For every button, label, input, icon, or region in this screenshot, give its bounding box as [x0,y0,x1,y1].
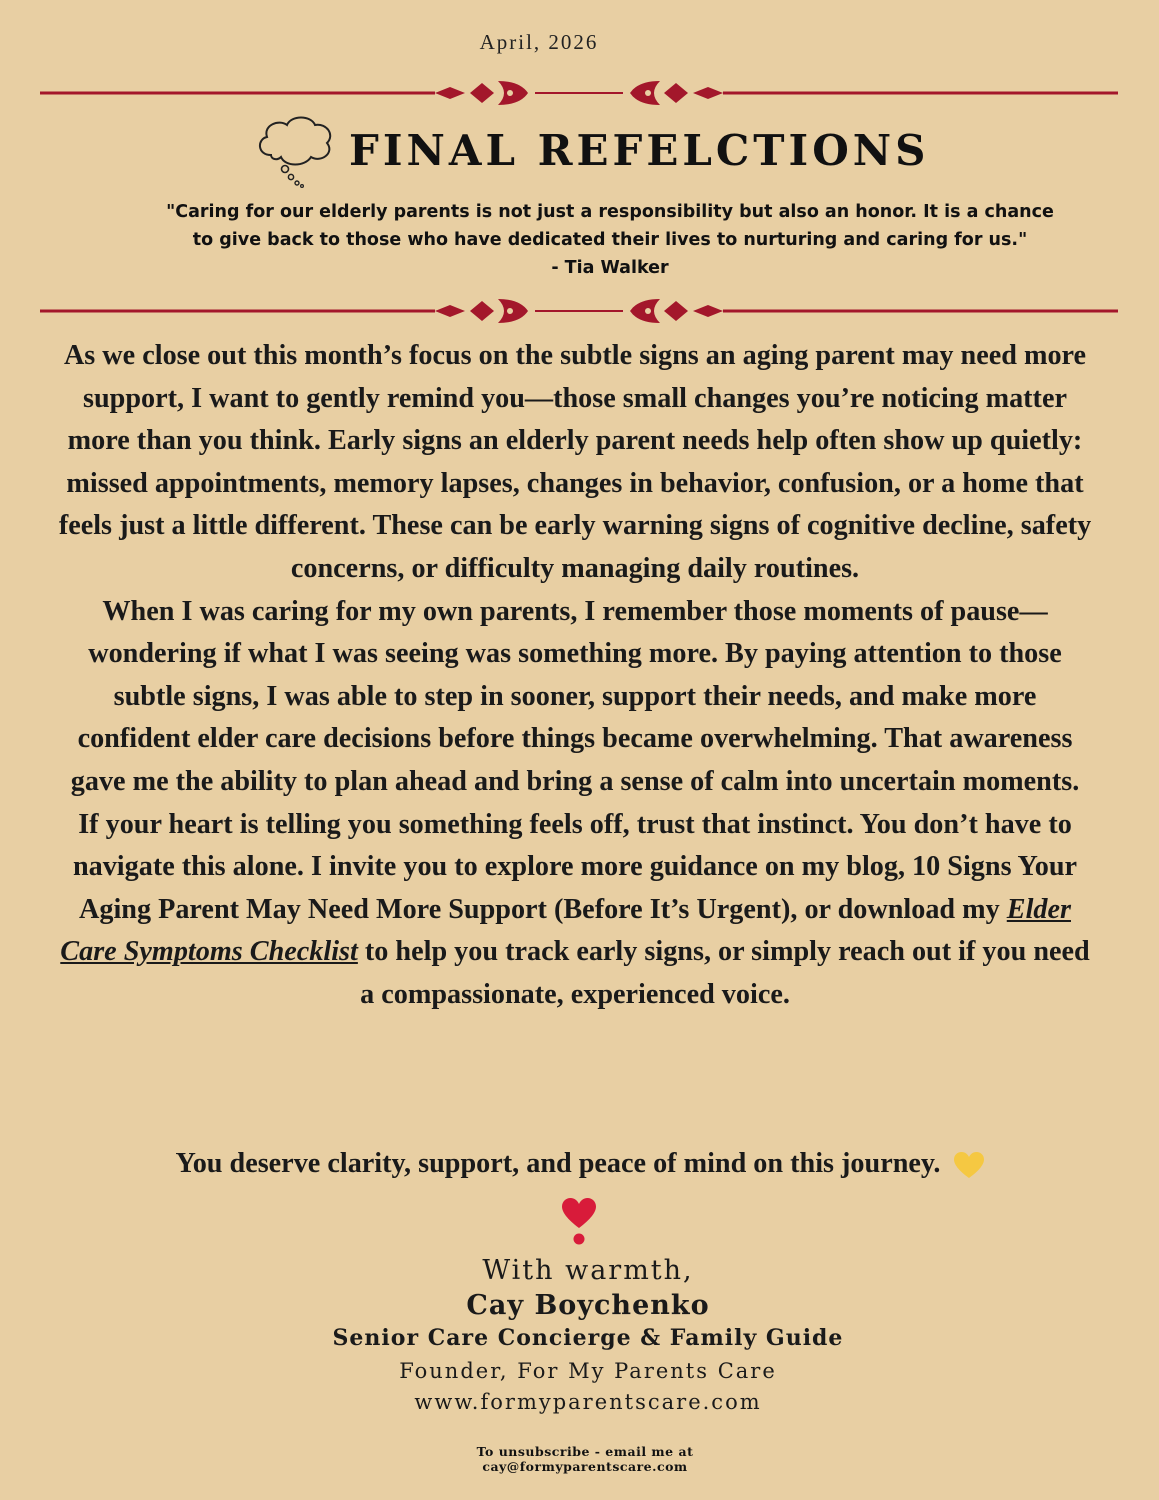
paragraph-3 [55,804,1095,1017]
signature-role: Senior Care Concierge & Family Guide [332,1325,844,1351]
signature-founder: Founder, For My Parents Care [399,1359,777,1383]
paragraph-2: When I was caring for my own parents, I remember those moments of pause—wondering if what I was seeing was something more. By paying attention to those subtle signs, I was able to step in sooner, support their needs, and make more confident elder care decisions before things became overwhelming. That awareness gave me the ability to plan ahead and bring a sense of calm into uncertain moments. [70,595,1080,797]
title-row [255,110,930,190]
signature-greeting: With warmth, [482,1255,694,1286]
heart-exclamation-icon [562,1198,596,1246]
quote-line-2: to give back to those who have dedicated their lives to nurturing and caring for us." [192,230,1028,250]
checklist-link[interactable]: Elder Care Symptoms Checklist [60,893,1071,968]
ornament-divider-top [40,73,1118,113]
body-text [55,335,1095,1017]
website-link[interactable]: www.formyparentscare.com [414,1390,762,1414]
thought-bubble-icon [255,111,337,189]
paragraph-3-after: to help you track early signs, or simply reach out if you need a compassionate, experienced voice. [357,936,1090,1010]
unsubscribe-line-1: To unsubscribe - email me at [476,1444,694,1459]
page-title: FINAL REFELCTIONS [349,125,930,175]
paragraph-1: As we close out this month’s focus on the subtle signs an aging parent may need more support, I want to gently remind you—those small changes you’re noticing matter more than you think. Early signs an elderly parent needs help often show up quietly: missed appointments, memory lapses, changes in behavior, confusion, or a home that feels just a little different. These can be early warning signs of cognitive decline, safety concerns, or difficulty managing daily routines. [58,340,1092,584]
ornament-divider-bottom [40,291,1118,331]
closing-text: You deserve clarity, support, and peace of mind on this journey. [175,1148,941,1179]
date-label: April, 2026 [479,30,599,54]
quote-author: - Tia Walker [551,258,669,278]
signature-name: Cay Boychenko [466,1290,710,1321]
unsubscribe-email-link[interactable]: cay@formyparentscare.com [482,1459,688,1474]
paragraph-3-before: If your heart is telling you something feels off, trust that instinct. You don’t have to navigate this alone. I invite you to explore more guidance on my blog, 10 Signs Your Aging Parent May Need More Support (Before It’s Urgent), or download my [72,808,1078,925]
quote-line-1: "Caring for our elderly parents is not just a responsibility but also an honor. It is a chance [166,202,1054,222]
closing-line [0,1143,1159,1185]
unsubscribe-footer [0,1444,1159,1474]
yellow-heart-icon [954,1152,984,1180]
quote-block [120,198,1100,282]
